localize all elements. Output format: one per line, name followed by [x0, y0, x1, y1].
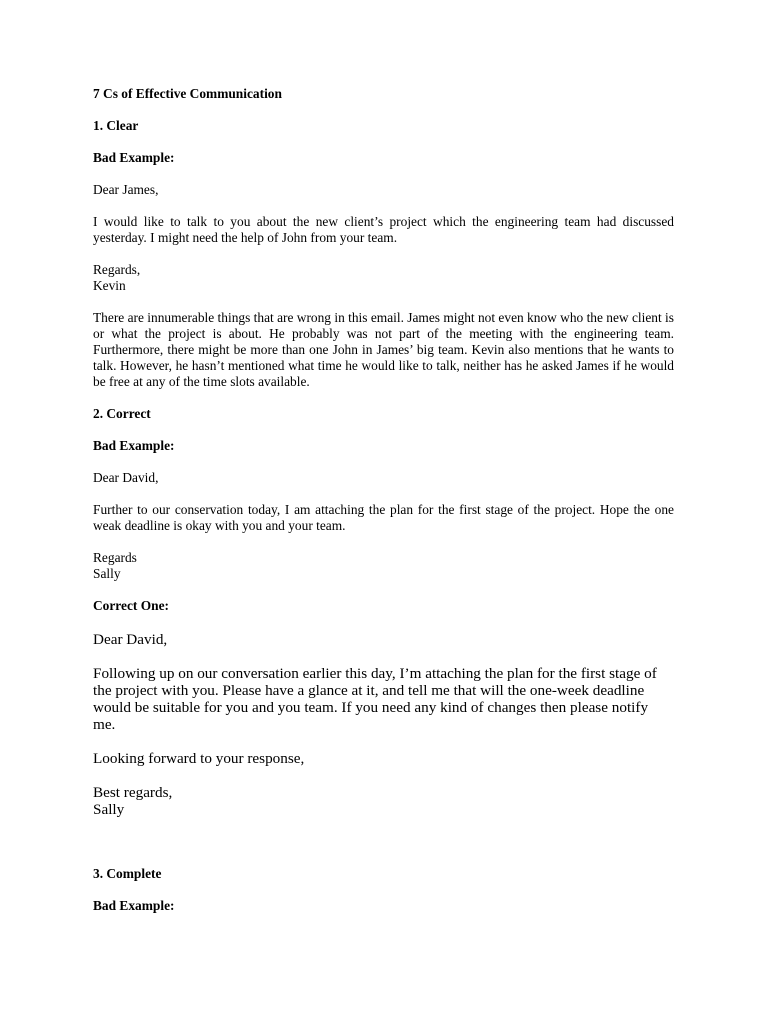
section-heading-complete: 3. Complete: [93, 866, 162, 881]
section-heading-clear: 1. Clear: [93, 118, 139, 133]
bad-example-label: Bad Example:: [93, 150, 175, 165]
email-closing-line: Looking forward to your response,: [93, 750, 305, 767]
email-salutation: Dear David,: [93, 631, 168, 648]
document-content: [93, 86, 674, 914]
commentary-paragraph: There are innumerable things that are wrong in this email. James might not even know who the new client is or what the project is about. He probably was not part of the meeting with the engineering team. Furthermore, there might be more than one John in James’ big team. Kevin also mentions that he wants to talk. However, he hasn’t mentioned what time he would like to talk, neither has he asked James if he would be free at any of the time slots available.: [93, 310, 674, 389]
email-closing: Best regards,: [93, 784, 173, 801]
document-title: 7 Cs of Effective Communication: [93, 86, 282, 101]
email-salutation: Dear David,: [93, 470, 159, 485]
email-closing: Regards: [93, 550, 137, 565]
email-body: I would like to talk to you about the new client’s project which the engineering team had discussed yesterday. I might need the help of John from your team.: [93, 214, 674, 245]
correct-example-label: Correct One:: [93, 598, 169, 613]
bad-example-label: Bad Example:: [93, 898, 175, 913]
email-body: Following up on our conversation earlier this day, I’m attaching the plan for the first stage of the project with you. Please have a glance at it, and tell me that will the one-week deadline would be suitable for you and you team. If you need any kind of changes then please notify me.: [93, 665, 657, 733]
email-signature: Sally: [93, 566, 121, 581]
email-salutation: Dear James,: [93, 182, 159, 197]
email-body: Further to our conservation today, I am attaching the plan for the first stage of the project. Hope the one weak deadline is okay with you and your team.: [93, 502, 674, 533]
email-signature: Sally: [93, 801, 125, 818]
email-signature: Kevin: [93, 278, 126, 293]
section-heading-correct: 2. Correct: [93, 406, 151, 421]
email-closing: Regards,: [93, 262, 141, 277]
bad-example-label: Bad Example:: [93, 438, 175, 453]
